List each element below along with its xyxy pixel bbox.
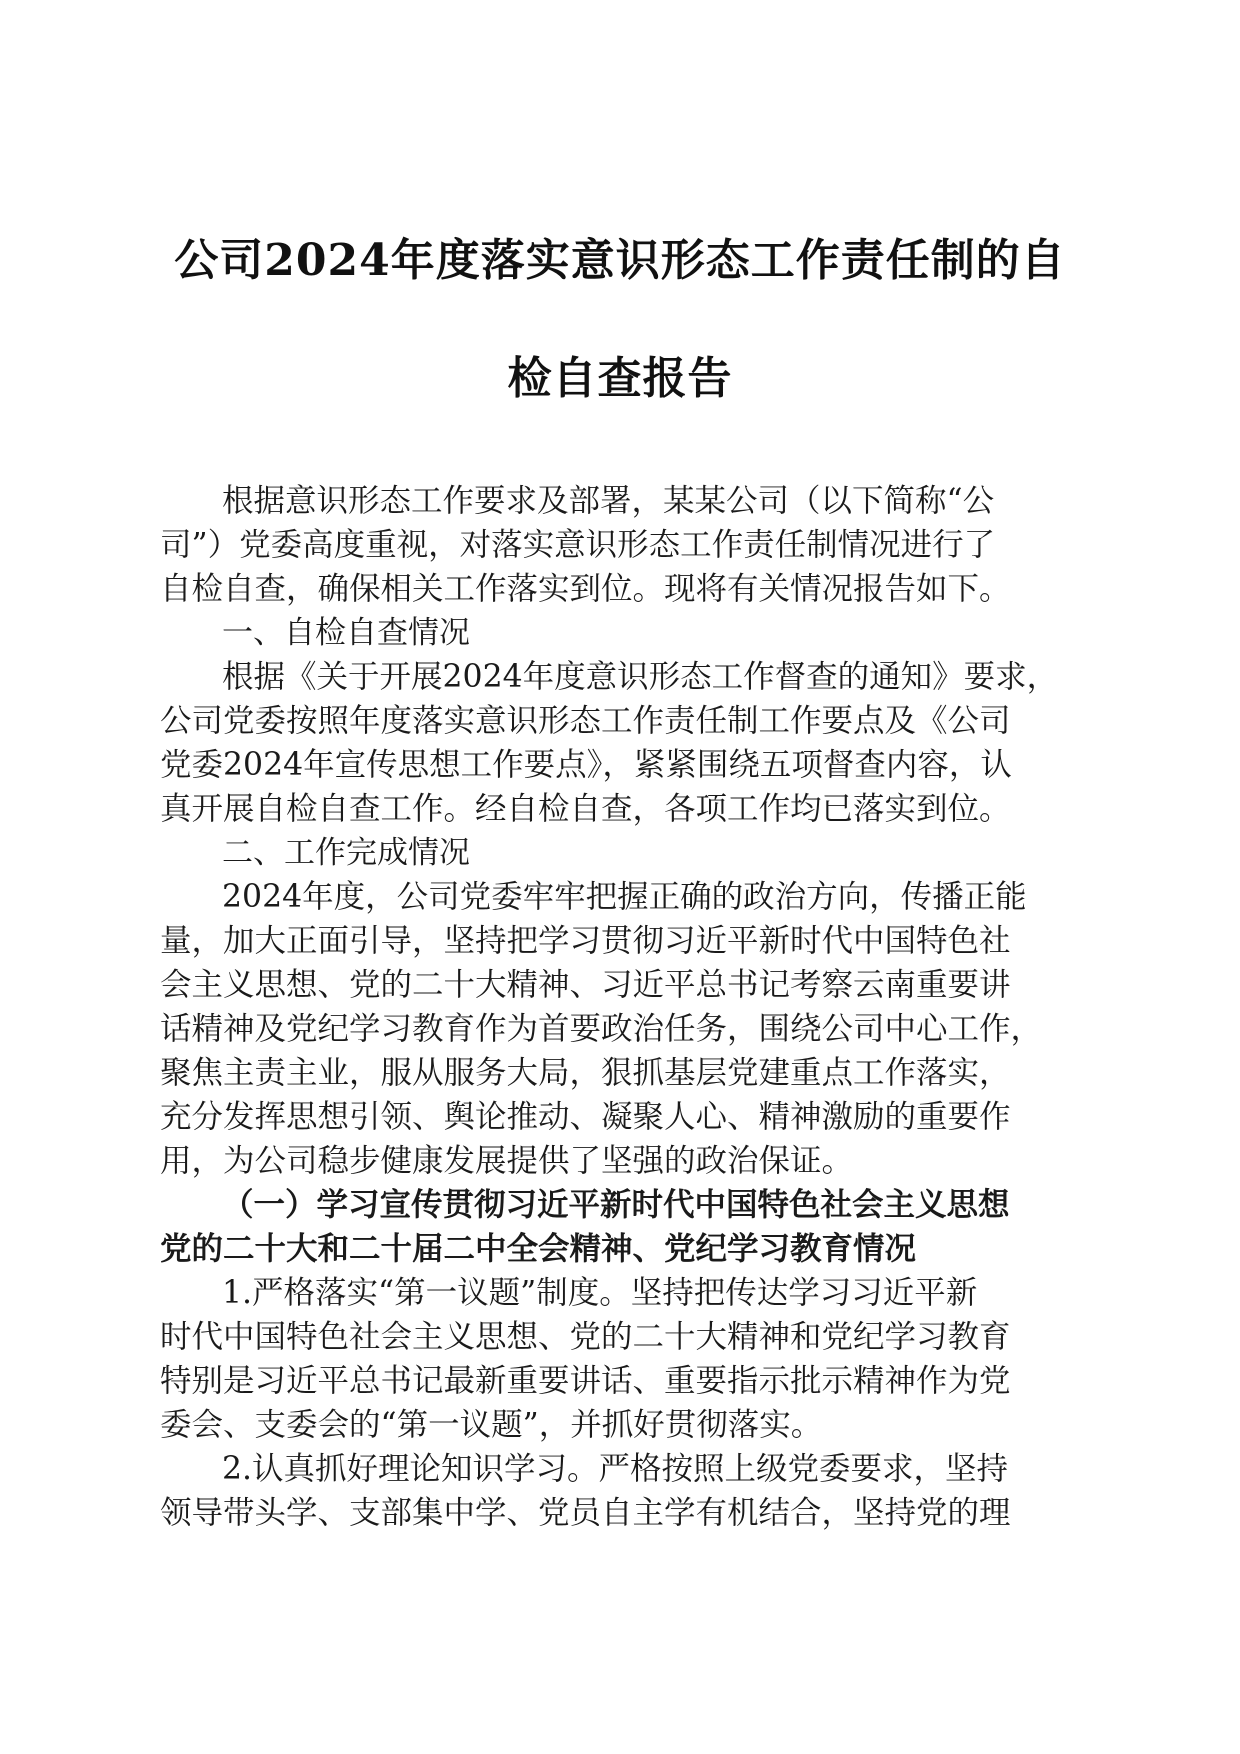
section-2-paragraph-line: 充分发挥思想引领、舆论推动、凝聚人心、精神激励的重要作	[160, 1099, 1011, 1135]
item-1-paragraph-line: 委会、支委会的“第一议题”，并抓好贯彻落实。	[160, 1407, 823, 1443]
section-1-paragraph-line: 党委2024年宣传思想工作要点》，紧紧围绕五项督查内容，认	[160, 747, 1012, 783]
item-1-paragraph-line: 1.严格落实“第一议题”制度。坚持把传达学习习近平新	[222, 1275, 978, 1311]
item-2-paragraph-line: 领导带头学、支部集中学、党员自主学有机结合，坚持党的理	[160, 1495, 1011, 1531]
section-1-paragraph-line: 根据《关于开展2024年度意识形态工作督查的通知》要求，	[222, 659, 1059, 695]
document-title-line-1: 公司2024年度落实意识形态工作责任制的自	[174, 235, 1066, 286]
section-2-paragraph-line: 2024年度，公司党委牢牢把握正确的政治方向，传播正能	[222, 879, 1027, 915]
section-2-paragraph-line: 聚焦主责主业，服从服务大局，狠抓基层党建重点工作落实，	[160, 1055, 1011, 1091]
section-1-paragraph-line: 公司党委按照年度落实意识形态工作责任制工作要点及《公司	[160, 703, 1011, 739]
intro-paragraph-line: 根据意识形态工作要求及部署，某某公司（以下简称“公	[222, 483, 995, 519]
sub-heading-1-continued: 党的二十大和二十届二中全会精神、党纪学习教育情况	[160, 1230, 917, 1267]
sub-heading-1: （一）学习宣传贯彻习近平新时代中国特色社会主义思想	[222, 1186, 1010, 1223]
section-heading-2: 二、工作完成情况	[222, 835, 470, 871]
intro-paragraph-line: 司”）党委高度重视，对落实意识形态工作责任制情况进行了	[160, 527, 996, 563]
item-1-paragraph-line: 时代中国特色社会主义思想、党的二十大精神和党纪学习教育	[160, 1319, 1011, 1355]
section-1-paragraph-line: 真开展自检自查工作。经自检自查，各项工作均已落实到位。	[160, 791, 1011, 827]
section-2-paragraph-line: 话精神及党纪学习教育作为首要政治任务，围绕公司中心工作，	[160, 1011, 1043, 1047]
intro-paragraph-line: 自检自查，确保相关工作落实到位。现将有关情况报告如下。	[160, 571, 1011, 607]
item-2-paragraph-line: 2.认真抓好理论知识学习。严格按照上级党委要求，坚持	[222, 1451, 1009, 1487]
document-title-line-2: 检自查报告	[507, 353, 733, 404]
section-2-paragraph-line: 量，加大正面引导，坚持把学习贯彻习近平新时代中国特色社	[160, 923, 1011, 959]
section-2-paragraph-line: 用，为公司稳步健康发展提供了坚强的政治保证。	[160, 1143, 854, 1179]
item-1-paragraph-line: 特别是习近平总书记最新重要讲话、重要指示批示精神作为党	[160, 1363, 1011, 1399]
section-heading-1: 一、自检自查情况	[222, 615, 470, 651]
section-2-paragraph-line: 会主义思想、党的二十大精神、习近平总书记考察云南重要讲	[160, 967, 1011, 1003]
